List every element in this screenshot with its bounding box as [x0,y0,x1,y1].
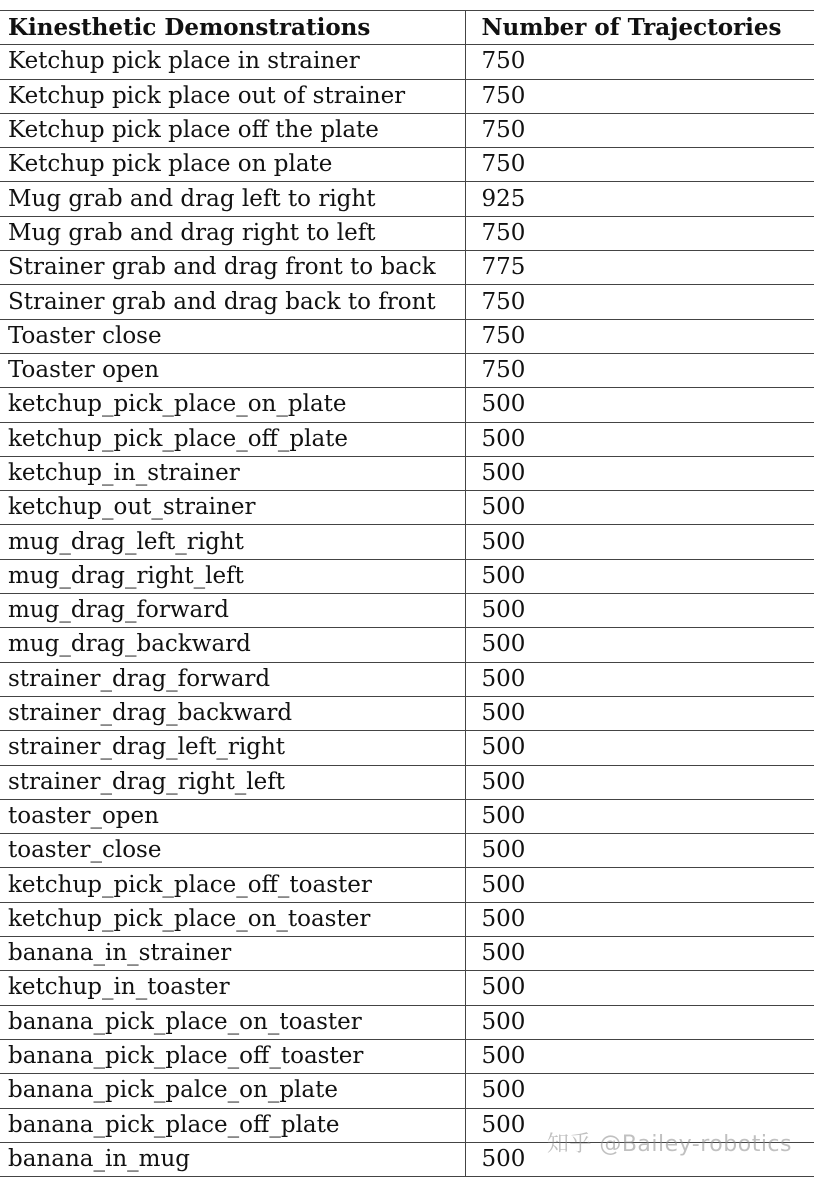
table-row [0,1074,814,1108]
trajectory-count-cell: 750 [465,216,814,250]
table-row [0,799,814,833]
table-row [0,868,814,902]
demonstration-name-cell: Ketchup pick place on plate [0,148,465,182]
table-row [0,353,814,387]
trajectory-count-cell: 750 [465,353,814,387]
demonstration-name-cell: Toaster open [0,353,465,387]
table-row [0,1005,814,1039]
table-row [0,148,814,182]
trajectory-count-cell: 750 [465,285,814,319]
demonstration-name-cell: banana_pick_palce_on_plate [0,1074,465,1108]
table-row [0,113,814,147]
trajectory-count-cell: 500 [465,662,814,696]
demonstration-name-cell: Mug grab and drag right to left [0,216,465,250]
demonstration-name-cell: ketchup_in_strainer [0,456,465,490]
trajectory-count-cell: 500 [465,1142,814,1176]
demonstration-name-cell: banana_in_strainer [0,937,465,971]
trajectory-count-cell: 500 [465,902,814,936]
table-header [0,11,814,45]
table-row [0,628,814,662]
demonstration-name-cell: Strainer grab and drag back to front [0,285,465,319]
table-row [0,696,814,730]
trajectory-count-cell: 500 [465,765,814,799]
trajectory-count-cell: 500 [465,1074,814,1108]
demonstration-name-cell: Mug grab and drag left to right [0,182,465,216]
table-row [0,285,814,319]
trajectory-table-container [0,10,814,1177]
demonstration-name-cell: Ketchup pick place in strainer [0,45,465,79]
demonstration-name-cell: banana_pick_place_off_plate [0,1108,465,1142]
table-row [0,45,814,79]
trajectory-count-cell: 750 [465,113,814,147]
header-demonstrations: Kinesthetic Demonstrations [0,11,465,45]
trajectory-count-cell: 500 [465,491,814,525]
table-row [0,971,814,1005]
trajectory-count-cell: 750 [465,45,814,79]
demonstration-name-cell: strainer_drag_left_right [0,731,465,765]
demonstration-name-cell: mug_drag_backward [0,628,465,662]
watermark: 知乎 @Bailey-robotics [546,1132,792,1157]
demonstration-name-cell: Ketchup pick place off the plate [0,113,465,147]
table-row [0,834,814,868]
header-row [0,11,814,45]
table-row [0,937,814,971]
trajectory-count-cell: 500 [465,456,814,490]
trajectory-count-cell: 500 [465,868,814,902]
table-row [0,902,814,936]
trajectory-count-cell: 750 [465,148,814,182]
table-row [0,388,814,422]
demonstration-name-cell: toaster_close [0,834,465,868]
table-row [0,731,814,765]
trajectory-count-cell: 750 [465,79,814,113]
trajectory-count-cell: 500 [465,937,814,971]
demonstration-name-cell: Ketchup pick place out of strainer [0,79,465,113]
demonstration-name-cell: Strainer grab and drag front to back [0,251,465,285]
trajectory-count-cell: 500 [465,559,814,593]
table-row [0,251,814,285]
demonstration-name-cell: ketchup_pick_place_on_toaster [0,902,465,936]
trajectory-count-cell: 925 [465,182,814,216]
table-row [0,525,814,559]
table-row [0,422,814,456]
table-row [0,491,814,525]
trajectory-count-cell: 500 [465,594,814,628]
table-body [0,45,814,1177]
demonstration-name-cell: strainer_drag_backward [0,696,465,730]
demonstration-name-cell: ketchup_in_toaster [0,971,465,1005]
table-row [0,765,814,799]
trajectory-count-cell: 750 [465,319,814,353]
trajectory-count-cell: 500 [465,388,814,422]
demonstration-name-cell: Toaster close [0,319,465,353]
table-row [0,1039,814,1073]
table-row [0,662,814,696]
demonstration-name-cell: toaster_open [0,799,465,833]
trajectory-count-cell: 500 [465,422,814,456]
demonstration-name-cell: mug_drag_forward [0,594,465,628]
demonstration-name-cell: mug_drag_right_left [0,559,465,593]
trajectory-count-cell: 500 [465,1005,814,1039]
table-row [0,79,814,113]
trajectory-count-cell: 500 [465,525,814,559]
trajectory-count-cell: 500 [465,834,814,868]
demonstration-name-cell: ketchup_pick_place_off_plate [0,422,465,456]
header-trajectories: Number of Trajectories [465,11,814,45]
trajectory-table [0,10,814,1177]
demonstration-name-cell: banana_in_mug [0,1142,465,1176]
trajectory-count-cell: 500 [465,1108,814,1142]
demonstration-name-cell: ketchup_pick_place_off_toaster [0,868,465,902]
table-row [0,182,814,216]
trajectory-count-cell: 500 [465,696,814,730]
trajectory-count-cell: 500 [465,731,814,765]
trajectory-count-cell: 500 [465,971,814,1005]
trajectory-count-cell: 500 [465,1039,814,1073]
table-row [0,216,814,250]
demonstration-name-cell: banana_pick_place_off_toaster [0,1039,465,1073]
demonstration-name-cell: strainer_drag_forward [0,662,465,696]
table-row [0,319,814,353]
table-row [0,594,814,628]
demonstration-name-cell: ketchup_pick_place_on_plate [0,388,465,422]
trajectory-count-cell: 500 [465,799,814,833]
demonstration-name-cell: mug_drag_left_right [0,525,465,559]
demonstration-name-cell: strainer_drag_right_left [0,765,465,799]
table-row [0,456,814,490]
trajectory-count-cell: 500 [465,628,814,662]
table-row [0,559,814,593]
demonstration-name-cell: banana_pick_place_on_toaster [0,1005,465,1039]
demonstration-name-cell: ketchup_out_strainer [0,491,465,525]
trajectory-count-cell: 775 [465,251,814,285]
